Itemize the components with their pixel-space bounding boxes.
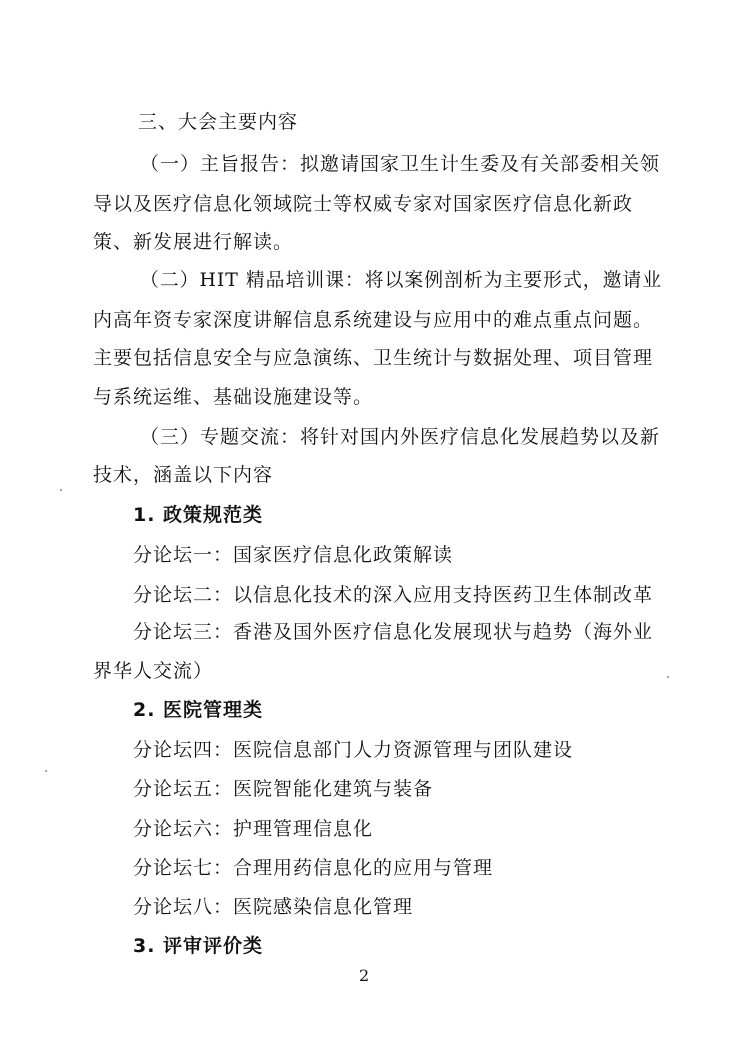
scan-speck	[60, 489, 62, 491]
forum-item: 分论坛六：护理管理信息化	[133, 818, 374, 840]
paragraph-line: 与系统运维、基础设施建设等。	[93, 386, 374, 408]
scan-speck	[667, 676, 669, 678]
category-heading: 2. 医院管理类	[133, 699, 264, 721]
page-number: 2	[359, 966, 370, 985]
forum-item: 分论坛四：医院信息部门人力资源管理与团队建设	[133, 739, 574, 761]
paragraph-line: 内高年资专家深度讲解信息系统建设与应用中的难点重点问题。	[93, 309, 654, 331]
paragraph-line: 策、新发展进行解读。	[93, 231, 294, 253]
paragraph-line: （二）HIT 精品培训课：将以案例剖析为主要形式，邀请业	[140, 269, 663, 291]
paragraph-line: （三）专题交流：将针对国内外医疗信息化发展趋势以及新	[140, 426, 661, 448]
paragraph-line: （一）主旨报告：拟邀请国家卫生计生委及有关部委相关领	[140, 153, 661, 175]
scan-speck	[45, 770, 47, 772]
forum-item: 分论坛七：合理用药信息化的应用与管理	[133, 857, 494, 879]
forum-item: 分论坛五：医院智能化建筑与装备	[133, 778, 434, 800]
forum-item: 界华人交流）	[93, 660, 214, 682]
category-heading: 3. 评审评价类	[133, 935, 264, 957]
forum-item: 分论坛八：医院感染信息化管理	[133, 896, 414, 918]
paragraph-line: 主要包括信息安全与应急演练、卫生统计与数据处理、项目管理	[93, 347, 654, 369]
forum-item: 分论坛一：国家医疗信息化政策解读	[133, 544, 454, 566]
forum-item: 分论坛三：香港及国外医疗信息化发展现状与趋势（海外业	[133, 621, 654, 643]
paragraph-line: 导以及医疗信息化领域院士等权威专家对国家医疗信息化新政	[93, 193, 634, 215]
paragraph-line: 技术，涵盖以下内容	[93, 464, 274, 486]
section-heading: 三、大会主要内容	[138, 111, 299, 133]
forum-item: 分论坛二：以信息化技术的深入应用支持医药卫生体制改革	[133, 584, 654, 606]
category-heading: 1. 政策规范类	[133, 504, 264, 526]
